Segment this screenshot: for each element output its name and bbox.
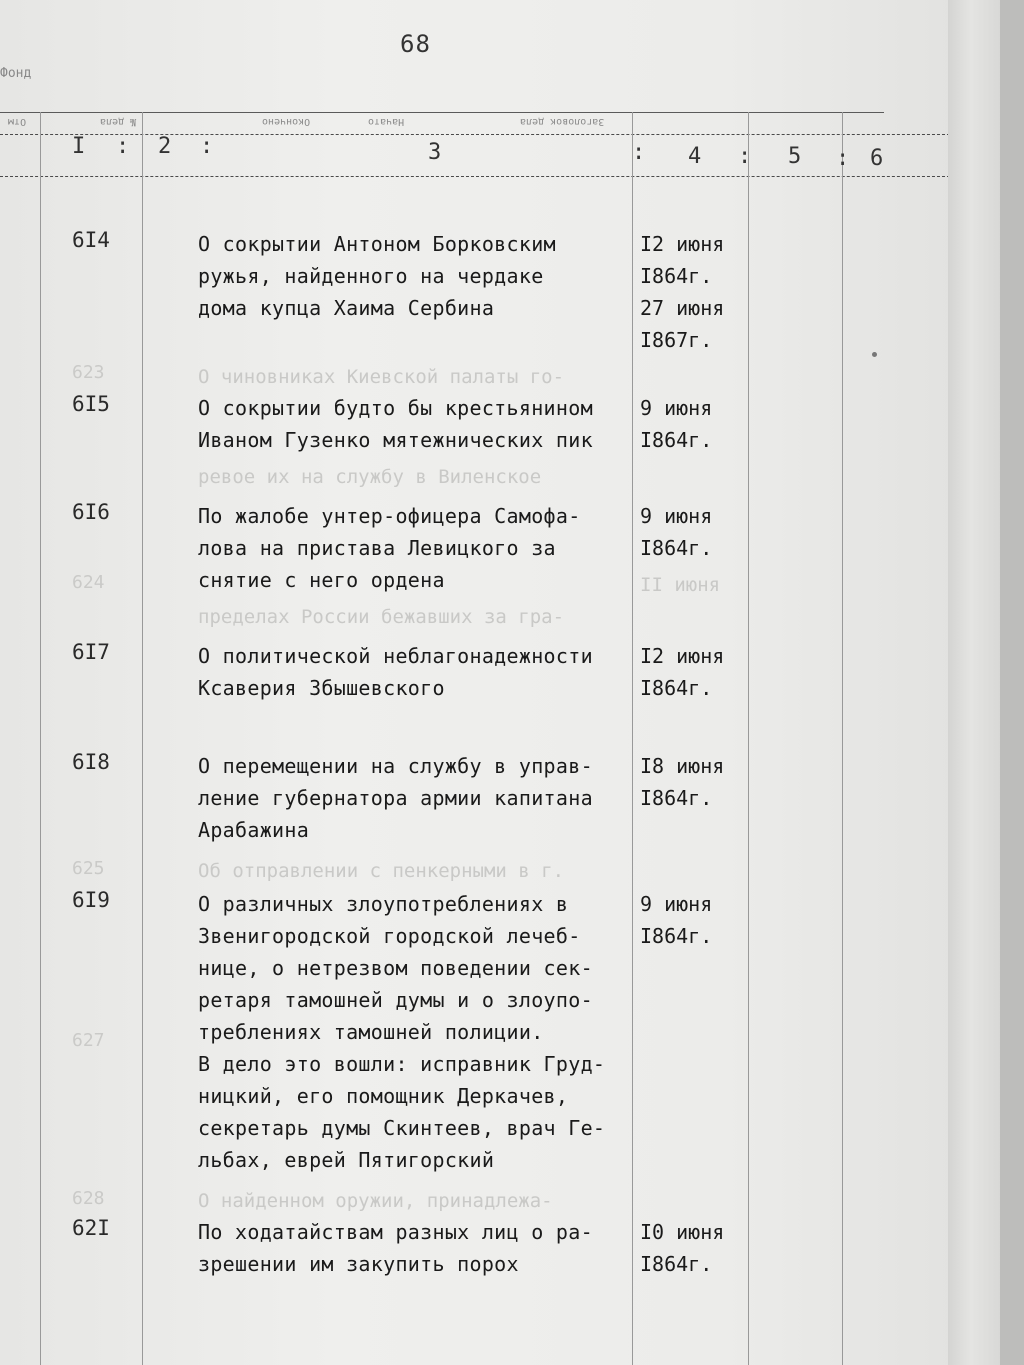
page-number: 68 bbox=[400, 30, 431, 58]
bleed-header-text: Начато bbox=[368, 116, 405, 127]
column-separator: : bbox=[116, 134, 130, 159]
bleed-through-mark: О чиновниках Киевской палаты го- bbox=[198, 366, 565, 388]
bleed-through-mark: II июня bbox=[640, 574, 721, 596]
bleed-through-mark: пределах России бежавших за гра- bbox=[198, 606, 565, 628]
case-number: 62I bbox=[72, 1216, 110, 1240]
column-rule bbox=[142, 112, 143, 1365]
bleed-through-stamp: Фонд bbox=[0, 66, 32, 81]
case-dates: 9 июня I864г. bbox=[640, 396, 713, 452]
case-dates: I8 июня I864г. bbox=[640, 754, 725, 810]
case-title: По ходатайствам разных лиц о ра- зрешении им закупить порох bbox=[198, 1220, 593, 1276]
bleed-through-mark: 627 bbox=[72, 1030, 105, 1051]
bleed-header-text: Отм bbox=[8, 116, 27, 127]
binder-edge bbox=[1000, 0, 1024, 1365]
case-number: 6I4 bbox=[72, 228, 110, 252]
case-title: О сокрытии Антоном Борковским ружья, найденного на чердаке дома купца Хаима Сербина bbox=[198, 232, 556, 320]
bleed-header-text: Заголовок дела bbox=[520, 116, 605, 127]
case-title: О политической неблагонадежности Ксаверия Збышевского bbox=[198, 644, 593, 700]
case-dates: 9 июня I864г. bbox=[640, 504, 713, 560]
header-top-rule bbox=[0, 112, 884, 113]
bleed-header-text: № дела bbox=[100, 116, 137, 127]
bleed-through-mark: 623 bbox=[72, 362, 105, 383]
case-dates: I2 июня I864г. 27 июня I867г. bbox=[640, 232, 725, 352]
column-separator: : bbox=[200, 134, 214, 159]
column-header-5: 5 bbox=[788, 144, 802, 169]
column-separator: : bbox=[738, 144, 752, 169]
case-title: По жалобе унтер-офицера Самофа- лова на пристава Левицкого за снятие с него ордена bbox=[198, 504, 581, 592]
case-dates: 9 июня I864г. bbox=[640, 892, 713, 948]
column-separator: : bbox=[632, 140, 646, 165]
column-header-1: I bbox=[72, 134, 86, 159]
column-header-4: 4 bbox=[688, 144, 702, 169]
column-header-6: 6 bbox=[870, 146, 884, 171]
case-title: О различных злоупотреблениях в Звенигородской городской лечеб- нице, о нетрезвом поведении сек- ретаря тамошней думы и о злоупо- треблениях тамошней полиции. В дело это вошли: исправник Груд- ницкий, его помощник Деркачев, секретарь думы Скинтеев, врач Ге- льбах, еврей Пятигорский bbox=[198, 892, 606, 1172]
column-rule bbox=[40, 112, 41, 1365]
case-number: 6I5 bbox=[72, 392, 110, 416]
column-separator: : bbox=[836, 146, 850, 171]
column-rule bbox=[842, 112, 843, 1365]
column-header-row bbox=[0, 132, 960, 176]
bleed-through-mark: Об отправлении с пенкерными в г. bbox=[198, 860, 565, 882]
bleed-through-mark: 628 bbox=[72, 1188, 105, 1209]
bleed-header-text: Окончено bbox=[262, 116, 311, 127]
bleed-through-mark: 625 bbox=[72, 858, 105, 879]
case-dates: I0 июня I864г. bbox=[640, 1220, 725, 1276]
case-dates: I2 июня I864г. bbox=[640, 644, 725, 700]
paper-speck bbox=[872, 352, 877, 357]
case-number: 6I8 bbox=[72, 750, 110, 774]
column-rule bbox=[748, 112, 749, 1365]
bleed-through-mark: О найденном оружии, принадлежа- bbox=[198, 1190, 553, 1212]
case-title: О перемещении на службу в управ- ление губернатора армии капитана Арабажина bbox=[198, 754, 593, 842]
column-header-2: 2 bbox=[158, 134, 172, 159]
column-header-3: 3 bbox=[428, 140, 442, 165]
case-number: 6I9 bbox=[72, 888, 110, 912]
case-number: 6I6 bbox=[72, 500, 110, 524]
case-title: О сокрытии будто бы крестьянином Иваном Гузенко мятежнических пик bbox=[198, 396, 593, 452]
bleed-through-mark: 624 bbox=[72, 572, 105, 593]
case-number: 6I7 bbox=[72, 640, 110, 664]
bleed-through-mark: ревое их на службу в Виленское bbox=[198, 466, 542, 488]
